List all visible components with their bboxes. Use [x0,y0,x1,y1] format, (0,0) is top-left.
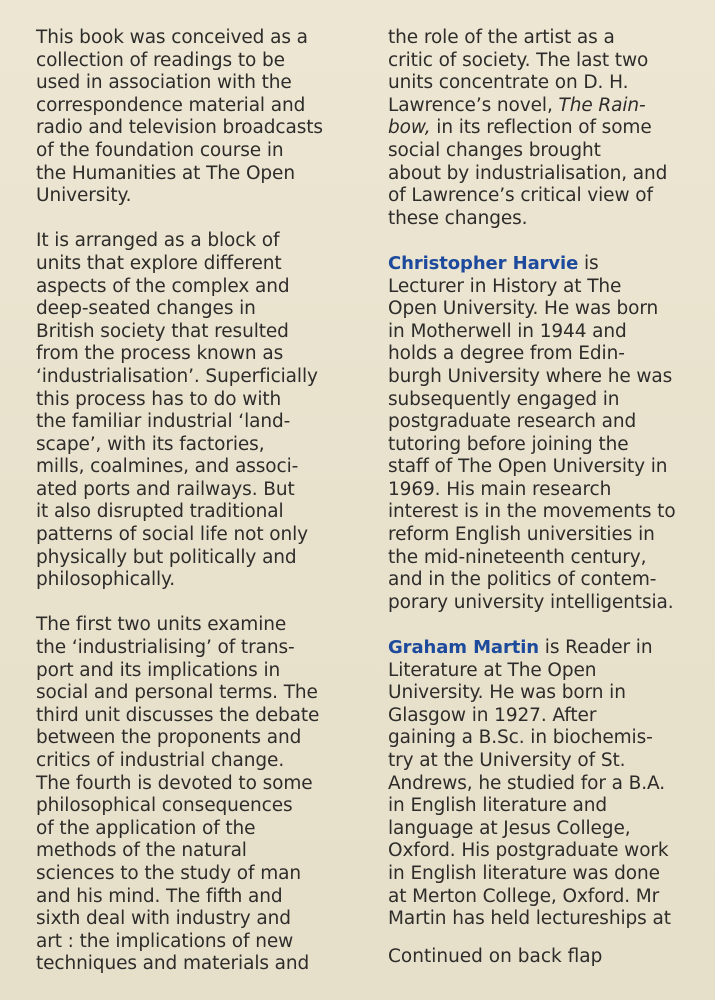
text-line: physically but politically and [36,546,297,568]
text-line: philosophically. [36,569,176,591]
text-line: The first two units examine [36,614,287,636]
text-line: in Motherwell in 1944 and [388,320,627,342]
paragraph-units [36,614,356,976]
text-line: art : the implications of new [36,930,294,952]
bio-heading-line [388,637,715,660]
text-line: ‘industrialisation’. Superficially [36,365,318,387]
text-line: of the foundation course in [36,139,284,161]
text-line: language at Jesus College, [388,817,631,839]
text-line: of the application of the [36,817,256,839]
author-name: Christopher Harvie [388,252,579,274]
author-name: Graham Martin [388,637,540,659]
text-line: gaining a B.Sc. in biochemis- [388,727,653,749]
text-line: critics of industrial change. [36,750,285,771]
paragraph-gap [36,208,356,231]
text-line: Lecturer in History at The [388,275,622,297]
text-line: try at the University of St. [388,750,626,771]
right-column [388,27,715,931]
text-line: at Merton College, Oxford. Mr [388,885,660,907]
text-line: bow, in its reflection of some [388,117,652,139]
text-line: in English literature was done [388,862,660,884]
text-line: the ‘industrialising’ of trans- [36,637,295,659]
text-fragment: is Reader in [539,637,653,659]
text-line: holds a degree from Edin- [388,343,625,365]
text-line: collection of readings to be [36,49,285,71]
text-line: Martin has held lectureships at [388,908,671,930]
text-line: aspects of the complex and [36,275,290,297]
text-line: University. [36,185,132,207]
text-line: 1969. His main research [388,478,612,500]
left-column [36,27,356,976]
text-line: and in the politics of contem- [388,569,657,591]
text-line: deep-seated changes in [36,298,256,320]
paragraph-gap [36,592,356,615]
text-line: the familiar industrial ‘land- [36,411,291,433]
text-line: sciences to the study of man [36,862,302,884]
text-line: the role of the artist as a [388,27,615,48]
text-line: social changes brought [388,139,601,161]
text-line: The fourth is devoted to some [36,772,313,794]
text-line: radio and television broadcasts [36,117,323,139]
text-line: It is arranged as a block of [36,230,280,252]
text-line: used in association with the [36,72,292,94]
text-line: units concentrate on D. H. [388,72,629,94]
text-line: This book was conceived as a [36,27,308,48]
text-line: ated ports and railways. But [36,478,295,500]
text-line: scape’, with its factories, [36,433,265,455]
text-line: porary university intelligentsia. [388,591,674,613]
text-line: of Lawrence’s critical view of [388,185,653,207]
text-line: about by industrialisation, and [388,162,668,184]
paragraph-intro [36,27,356,208]
text-line: units that explore different [36,252,282,274]
text-line: sixth deal with industry and [36,908,291,930]
text-line: these changes. [388,207,528,229]
text-line: methods of the natural [36,840,247,862]
text-line: reform English universities in [388,524,655,546]
text-line: subsequently engaged in [388,388,620,410]
text-line: critic of society. The last two [388,49,649,71]
text-line: University. He was born in [388,682,626,704]
text-line: it also disrupted traditional [36,501,284,523]
bio-christopher-harvie [388,253,715,615]
text-line: postgraduate research and [388,411,637,433]
text-line: British society that resulted [36,320,289,342]
text-line: staff of The Open University in [388,456,668,478]
paragraph-arrangement [36,230,356,592]
bio-heading-line [388,253,715,276]
text-line: the mid-nineteenth century, [388,546,647,568]
text-line: third unit discusses the debate [36,704,320,726]
paragraph-gap [388,614,715,637]
text-line: patterns of social life not only [36,524,308,546]
text-line: and his mind. The fifth and [36,885,283,907]
text-line: from the process known as [36,343,284,365]
text-fragment: is [578,252,599,274]
paragraph-gap [388,230,715,253]
text-line: tutoring before joining the [388,433,629,455]
text-line: Glasgow in 1927. After [388,704,597,726]
text-line: Andrews, he studied for a B.A. [388,772,666,794]
book-title: The Rain- [558,94,646,116]
text-line: social and personal terms. The [36,682,318,704]
bio-graham-martin [388,637,715,931]
text-line: philosophical consequences [36,795,293,817]
text-line: in English literature and [388,795,608,817]
paragraph-continued [388,27,715,230]
text-line: burgh University where he was [388,365,673,387]
continued-on-back-flap: Continued on back flap [388,946,603,967]
text-line: Literature at The Open [388,659,597,681]
text-line: this process has to do with [36,388,282,410]
text-line: interest is in the movements to [388,501,676,523]
text-line: Lawrence’s novel, The Rain- [388,94,646,116]
text-line: mills, coalmines, and associ- [36,456,299,478]
book-title: bow, [388,117,431,139]
text-line: the Humanities at The Open [36,162,295,184]
text-line: between the proponents and [36,727,302,749]
text-line: Open University. He was born [388,298,659,320]
text-line: techniques and materials and [36,953,310,975]
text-line: port and its implications in [36,659,281,681]
text-line: correspondence material and [36,94,306,116]
text-line: Oxford. His postgraduate work [388,840,669,862]
